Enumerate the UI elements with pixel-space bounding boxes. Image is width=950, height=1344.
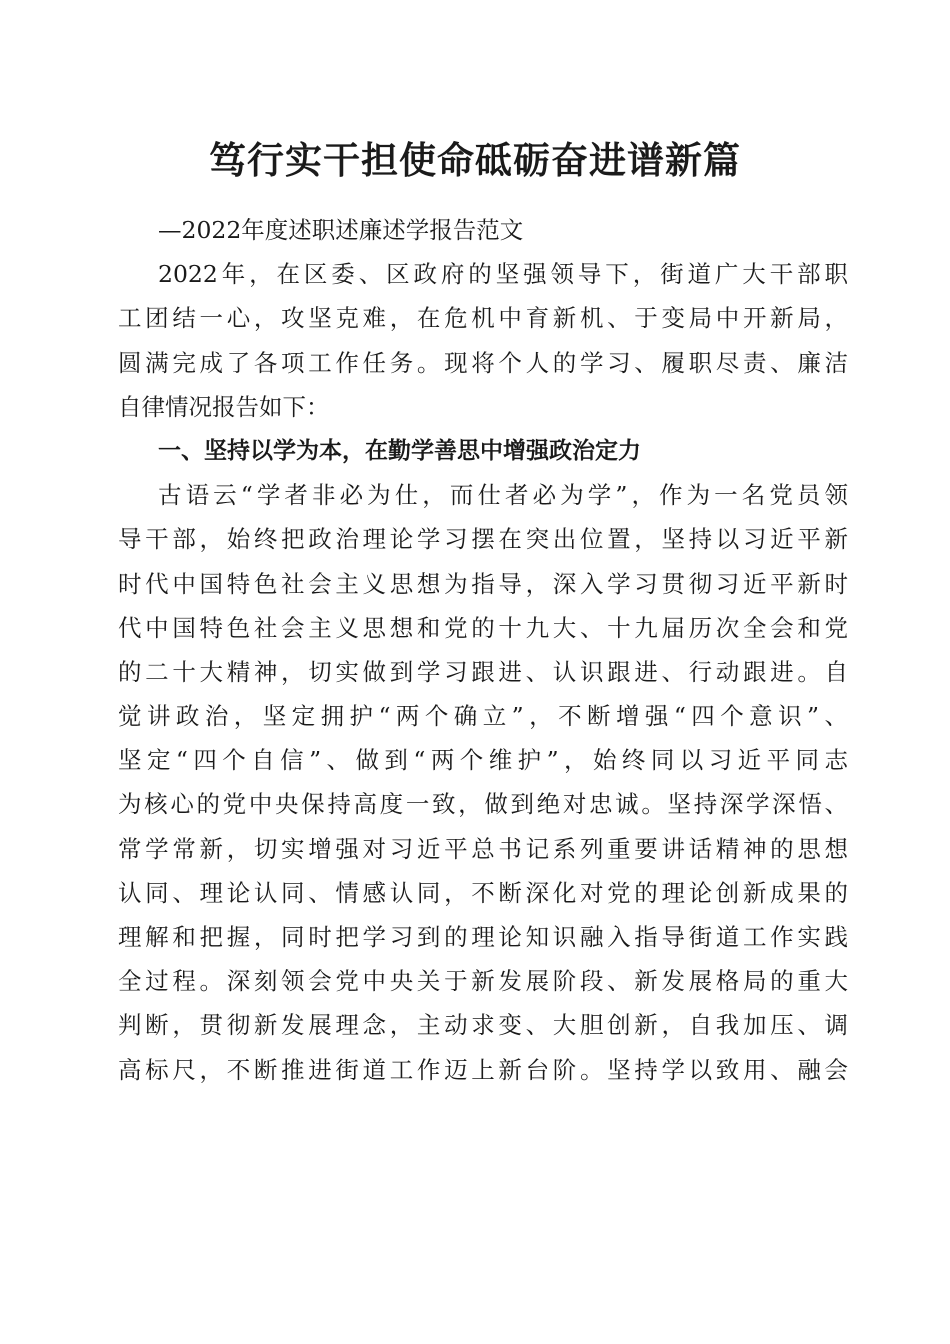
section1-line: 判断，贯彻新发展理念，主动求变、大胆创新，自我加压、调 xyxy=(118,1011,848,1040)
document-title: 笃行实干担使命砥砺奋进谱新篇 xyxy=(209,138,741,182)
document-subtitle xyxy=(118,208,848,252)
section1-line: 古语云“学者非必为仕，而仕者必为学”，作为一名党员领 xyxy=(158,481,848,510)
section1-line: 全过程。深刻领会党中央关于新发展阶段、新发展格局的重大 xyxy=(118,967,848,996)
intro-line: 自律情况报告如下： xyxy=(118,392,330,421)
section1-paragraph xyxy=(118,473,848,1092)
section1-line: 认同、理论认同、情感认同，不断深化对党的理论创新成果的 xyxy=(118,878,848,907)
intro-paragraph xyxy=(118,252,848,429)
section1-line: 理解和把握，同时把学习到的理论知识融入指导街道工作实践 xyxy=(118,923,848,951)
section1-line: 坚定“四个自信”、做到“两个维护”，始终同以习近平同志 xyxy=(118,746,848,775)
intro-line: 2022年，在区委、区政府的坚强领导下，街道广大干部职 xyxy=(158,260,848,289)
section1-line: 常学常新，切实增强对习近平总书记系列重要讲话精神的思想 xyxy=(118,834,848,863)
section1-line: 时代中国特色社会主义思想为指导，深入学习贯彻习近平新时 xyxy=(118,569,848,598)
section1-line: 觉讲政治，坚定拥护“两个确立”，不断增强“四个意识”、 xyxy=(118,702,848,731)
section1-line: 高标尺，不断推进街道工作迈上新台阶。坚持学以致用、融会 xyxy=(118,1055,848,1084)
section-heading-text: 一、坚持以学为本，在勤学善思中增强政治定力 xyxy=(158,437,641,464)
document-body xyxy=(118,208,848,1092)
section1-line: 的二十大精神，切实做到学习跟进、认识跟进、行动跟进。自 xyxy=(118,657,848,686)
intro-line: 工团结一心，攻坚克难，在危机中育新机、于变局中开新局， xyxy=(118,304,848,333)
section1-line: 代中国特色社会主义思想和党的十九大、十九届历次全会和党 xyxy=(118,613,848,642)
section1-line: 导干部，始终把政治理论学习摆在突出位置，坚持以习近平新 xyxy=(118,525,848,554)
section-heading xyxy=(118,429,848,473)
section1-line: 为核心的党中央保持高度一致，做到绝对忠诚。坚持深学深悟、 xyxy=(118,790,848,819)
subtitle-line: —2022年度述职述廉述学报告范文 xyxy=(158,216,524,244)
intro-line: 圆满完成了各项工作任务。现将个人的学习、履职尽责、廉洁 xyxy=(118,348,848,377)
